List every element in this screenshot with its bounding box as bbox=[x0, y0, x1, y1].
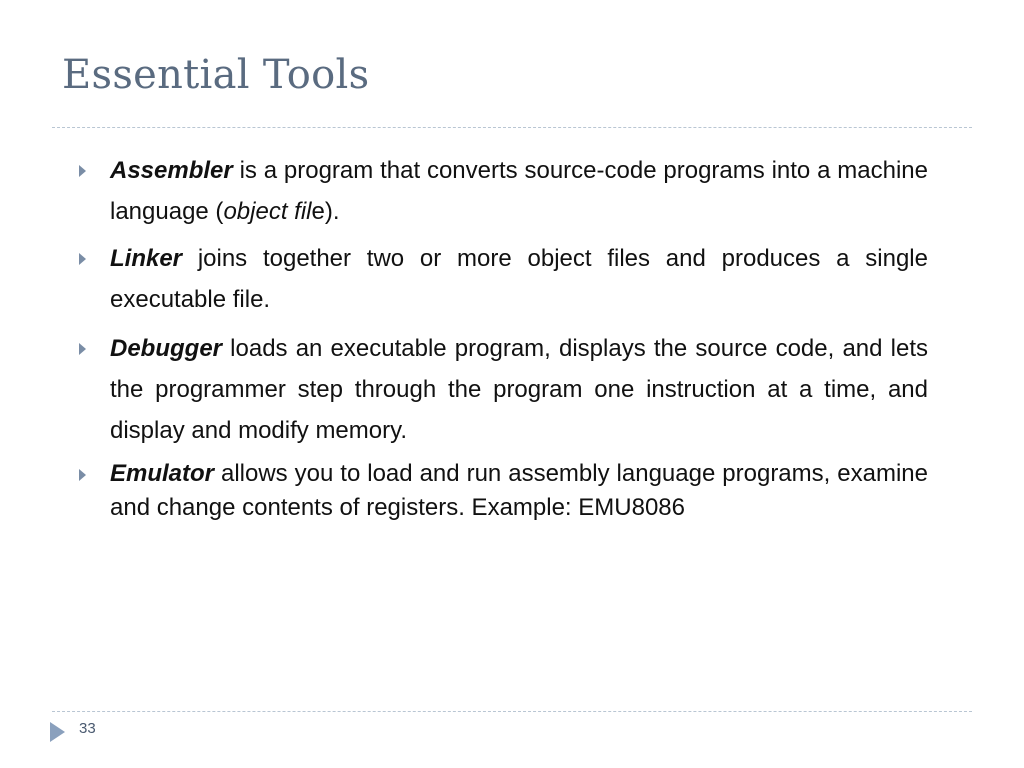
emphasis-text-tail: e bbox=[311, 198, 325, 225]
term-debugger: Debugger bbox=[110, 335, 223, 362]
bullet-arrow-icon bbox=[78, 165, 88, 175]
page-number: 33 bbox=[79, 720, 96, 737]
term-linker: Linker bbox=[110, 245, 183, 272]
bullet-text: allows you to load and run assembly language programs, examine and change contents of registers. Example: EMU8086 bbox=[110, 460, 928, 521]
footer-triangle-right-icon bbox=[50, 722, 66, 742]
bullet-list bbox=[78, 150, 928, 525]
footer-divider bbox=[52, 711, 972, 712]
bullet-text: is a program that converts source-code programs into a machine language ( bbox=[110, 157, 928, 225]
bullet-text: loads an executable program, displays the source code, and lets the programmer step through the program one instruction at a time, and display and modify memory. bbox=[110, 335, 928, 444]
bullet-text-end: ). bbox=[324, 198, 340, 225]
term-assembler: Assembler bbox=[110, 157, 233, 184]
bullet-arrow-icon bbox=[78, 343, 88, 353]
bullet-item-assembler bbox=[78, 150, 928, 232]
bullet-arrow-icon bbox=[78, 469, 88, 479]
slide-title: Essential Tools bbox=[62, 52, 370, 98]
bullet-arrow-icon bbox=[78, 253, 88, 263]
bullet-item-emulator bbox=[78, 457, 928, 525]
term-emulator: Emulator bbox=[110, 460, 215, 487]
bullet-item-debugger bbox=[78, 328, 928, 451]
title-divider bbox=[52, 127, 972, 128]
emphasis-text: object fil bbox=[223, 198, 312, 225]
bullet-text: joins together two or more object files and produces a single executable file. bbox=[110, 245, 928, 313]
bullet-item-linker bbox=[78, 238, 928, 320]
